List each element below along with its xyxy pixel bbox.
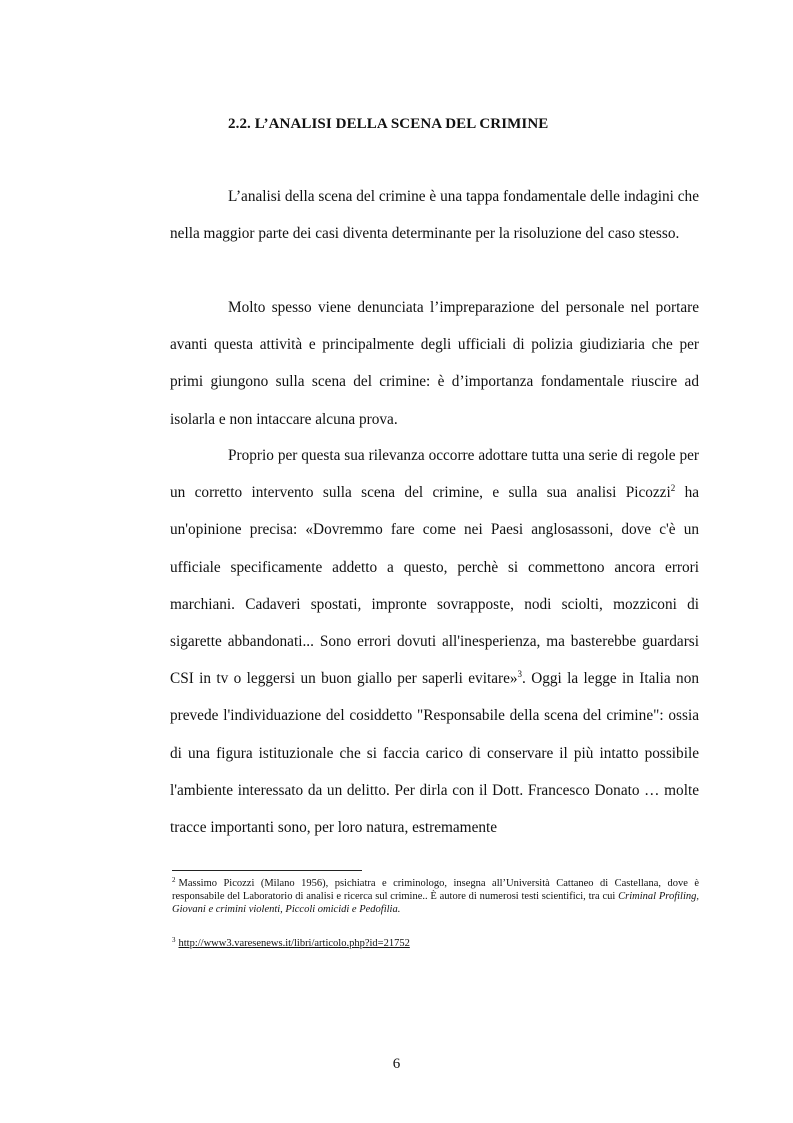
footnote-2-titles: Criminal Profiling, Giovani e crimini violenti, Piccoli omicidi e Pedofilia. — [172, 891, 699, 915]
section-heading: 2.2. L’ANALISI DELLA SCENA DEL CRIMINE — [228, 116, 549, 132]
paragraph-3-text-a: Proprio per questa sua rilevanza occorre adottare tutta una serie di regole per un corretto intervento sulla scena del crimine, e sulla sua analisi Picozzi — [170, 447, 699, 502]
footnote-2 — [172, 877, 699, 916]
footnote-3-number: 3 — [172, 936, 176, 944]
footnote-2-number: 2 — [172, 876, 176, 884]
footnote-2-text: Massimo Picozzi (Milano 1956), psichiatra e criminologo, insegna all’Università Cattaneo di Castellana, dove è responsabile del Laboratorio di analisi e ricerca sul crimine.. È autore di numerosi testi scientifici, tra cui — [172, 878, 699, 902]
page-number: 6 — [392, 1056, 401, 1072]
paragraph-3 — [170, 437, 699, 846]
paragraph-3-block — [170, 437, 699, 846]
footnote-ref-2[interactable]: 2 — [670, 483, 676, 494]
footnote-3 — [172, 937, 699, 950]
paragraph-3-text-b: ha un'opinione precisa: «Dovremmo fare come nei Paesi anglosassoni, dove c'è un ufficiale specificamente addetto a questo, perchè si commettono ancora errori marchiani. Cadaveri spostati, impronte sovrapposte, nodi sciolti, mozziconi di sigarette abbandonati... Sono errori dovuti all'inesperienza, ma basterebbe guardarsi CSI in tv o leggersi un buon giallo per saperli evitare» — [170, 484, 700, 688]
paragraph-3-text-c: . Oggi la legge in Italia non prevede l'individuazione del cosiddetto "Responsabile della scena del crimine": ossia di una figura istituzionale che si faccia carico di conservare il più intatto possibile l'ambiente interessato da un delitto. Per dirla con il Dott. Francesco Donato … molte tracce importanti sono, per loro natura, estremamente — [170, 670, 699, 837]
paragraph-1: L’analisi della scena del crimine è una tappa fondamentale delle indagini che nella maggior parte dei casi diventa determinante per la risoluzione del caso stesso. — [170, 188, 699, 243]
paragraph-1-block — [170, 178, 699, 252]
paragraph-2: Molto spesso viene denunciata l’impreparazione del personale nel portare avanti questa attività e principalmente degli ufficiali di polizia giudiziaria che per primi giungono sulla scena del crimine: è d’importanza fondamentale riuscire ad isolarla e non intaccare alcuna prova. — [170, 299, 699, 428]
paragraph-2-block — [170, 289, 699, 438]
footnote-ref-3[interactable]: 3 — [517, 669, 523, 680]
footnote-3-link[interactable]: http://www3.varesenews.it/libri/articolo.php?id=21752 — [178, 938, 410, 949]
footnote-separator — [172, 870, 362, 871]
